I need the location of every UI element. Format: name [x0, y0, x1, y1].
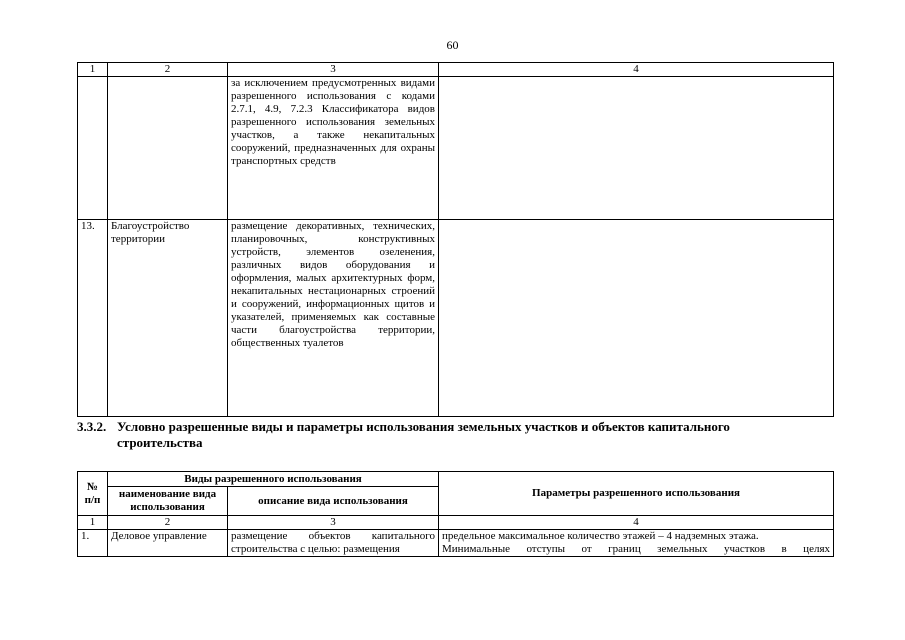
col-number-1: 1	[78, 516, 108, 530]
row-number: 1.	[78, 530, 108, 557]
column-number-row	[78, 516, 834, 530]
use-params	[439, 530, 834, 557]
use-description: за исключением предусмотренных видами разрешенного использования с кодами 2.7.1, 4.9, 7.2.3 Классификатора видов разрешенного использования земельных участков, а также некапитальных сооружений, предназначенных для охраны транспортных средств	[228, 77, 439, 220]
col-number-3: 3	[228, 516, 439, 530]
use-name: Благоустройство территории	[108, 220, 228, 417]
header-group: Виды разрешенного использования	[108, 472, 439, 487]
col-number-2: 2	[108, 516, 228, 530]
use-params	[439, 220, 834, 417]
header-num: № п/п	[78, 472, 108, 516]
use-name: Деловое управление	[108, 530, 228, 557]
section-heading	[77, 419, 837, 451]
section-title: Условно разрешенные виды и параметры использования земельных участков и объектов капитального	[117, 419, 730, 434]
row-number	[78, 77, 108, 220]
column-number-row	[78, 63, 834, 77]
params-line-1: предельное максимальное количество этажей – 4 надземных этажа.	[442, 530, 759, 542]
permitted-uses-table	[77, 62, 834, 417]
col-number-1: 1	[78, 63, 108, 77]
table-row	[78, 77, 834, 220]
col-number-2: 2	[108, 63, 228, 77]
use-params	[439, 77, 834, 220]
header-row	[78, 472, 834, 487]
col-number-4: 4	[439, 63, 834, 77]
conditional-uses-table	[77, 471, 834, 557]
header-name: наименование вида использования	[108, 487, 228, 516]
section-title-continued: строительства	[117, 435, 203, 450]
use-name	[108, 77, 228, 220]
header-params: Параметры разрешенного использования	[439, 472, 834, 516]
section-number: 3.3.2.	[77, 419, 107, 434]
use-description: размещение объектов капитального строительства с целью: размещения	[228, 530, 439, 557]
table-row	[78, 530, 834, 557]
table-row	[78, 220, 834, 417]
col-number-3: 3	[228, 63, 439, 77]
params-line-2: Минимальные отступы от границ земельных участков в целях	[442, 543, 831, 555]
row-number: 13.	[78, 220, 108, 417]
header-description: описание вида использования	[228, 487, 439, 516]
col-number-4: 4	[439, 516, 834, 530]
page-number: 60	[446, 38, 459, 52]
use-description: размещение декоративных, технических, планировочных, конструктивных устройств, элементов озеленения, различных видов оборудования и оформления, малых архитектурных форм, некапитальных нестационарных строений и сооружений, информационных щитов и указателей, применяемых как составные части благоустройства территории, общественных туалетов	[228, 220, 439, 417]
